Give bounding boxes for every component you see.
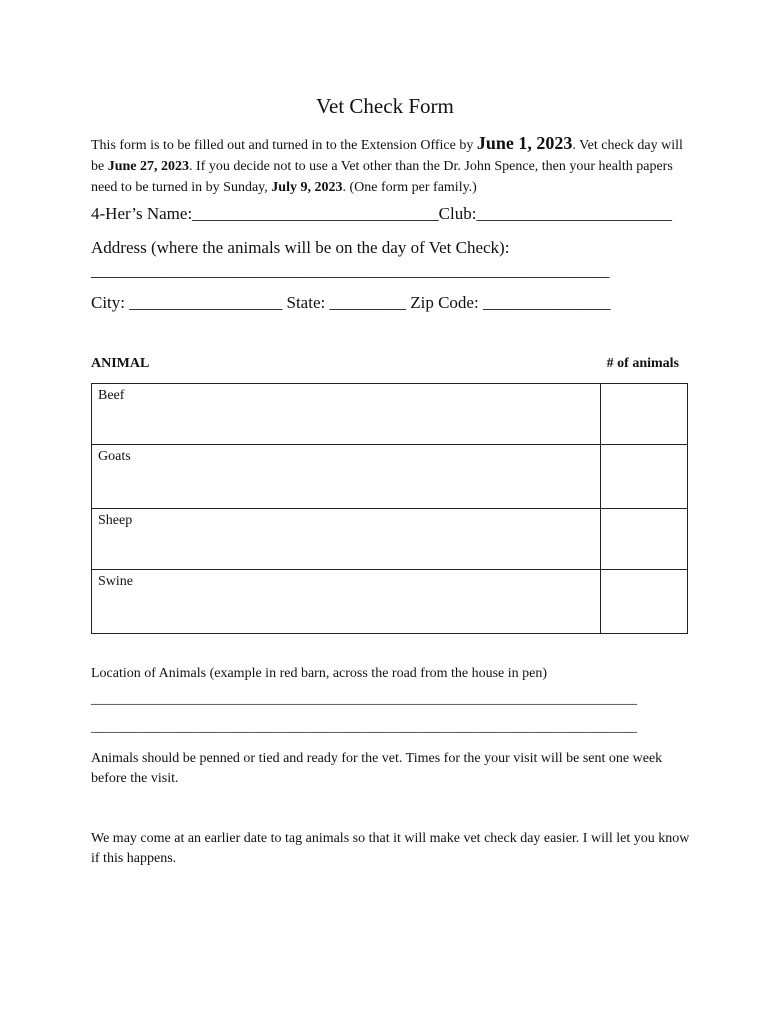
animal-count-cell[interactable]	[601, 384, 688, 445]
animal-name-cell: Sheep	[92, 509, 601, 570]
animal-count-cell[interactable]	[601, 570, 688, 634]
intro-text-3: . If you decide not to use a Vet other than the Dr. John Spence, then your health papers need to be turned in by Sunday,	[91, 159, 673, 195]
address-label: Address (where the animals will be on the day of Vet Check):	[91, 238, 510, 257]
location-field-line-2[interactable]: ______________________________________________________________________________	[91, 720, 637, 735]
animal-name-cell: Goats	[92, 445, 601, 509]
name-club-field[interactable]: 4-Her’s Name:_____________________________Club:_______________________	[91, 204, 672, 223]
location-label: Location of Animals (example in red barn, across the road from the house in pen)	[91, 666, 548, 681]
penned-note: Animals should be penned or tied and ready for the vet. Times for the your visit will be sent one week before the visit.	[91, 751, 663, 786]
animal-name-cell: Beef	[92, 384, 601, 445]
table-row	[92, 509, 688, 570]
city-state-zip-field[interactable]: City: __________________ State: _________ Zip Code: _______________	[91, 293, 611, 312]
table-row	[92, 445, 688, 509]
animal-count-cell[interactable]	[601, 509, 688, 570]
animal-count-cell[interactable]	[601, 445, 688, 509]
intro-text-4: . (One form per family.)	[342, 180, 477, 195]
animal-name-cell: Swine	[92, 570, 601, 634]
intro-text-2: . Vet check day will be	[91, 138, 683, 174]
count-column-header: # of animals	[606, 356, 679, 371]
intro-vet-check-date: June 27, 2023	[107, 159, 190, 174]
table-row	[92, 384, 688, 445]
intro-papers-date: July 9, 2023	[271, 180, 343, 195]
animals-table	[91, 383, 688, 634]
intro-text-1: This form is to be filled out and turned in to the Extension Office by	[91, 138, 477, 153]
location-field-line-1[interactable]: ______________________________________________________________________________	[91, 692, 637, 707]
address-field[interactable]: _____________________________________________________________	[91, 261, 610, 280]
table-row	[92, 570, 688, 634]
form-intro	[91, 133, 691, 198]
intro-deadline-date: June 1, 2023	[476, 133, 573, 153]
form-title: Vet Check Form	[316, 94, 454, 118]
early-tagging-note: We may come at an earlier date to tag animals so that it will make vet check day easier. I will let you know if this happens.	[91, 831, 690, 866]
animal-column-header: ANIMAL	[91, 356, 150, 371]
